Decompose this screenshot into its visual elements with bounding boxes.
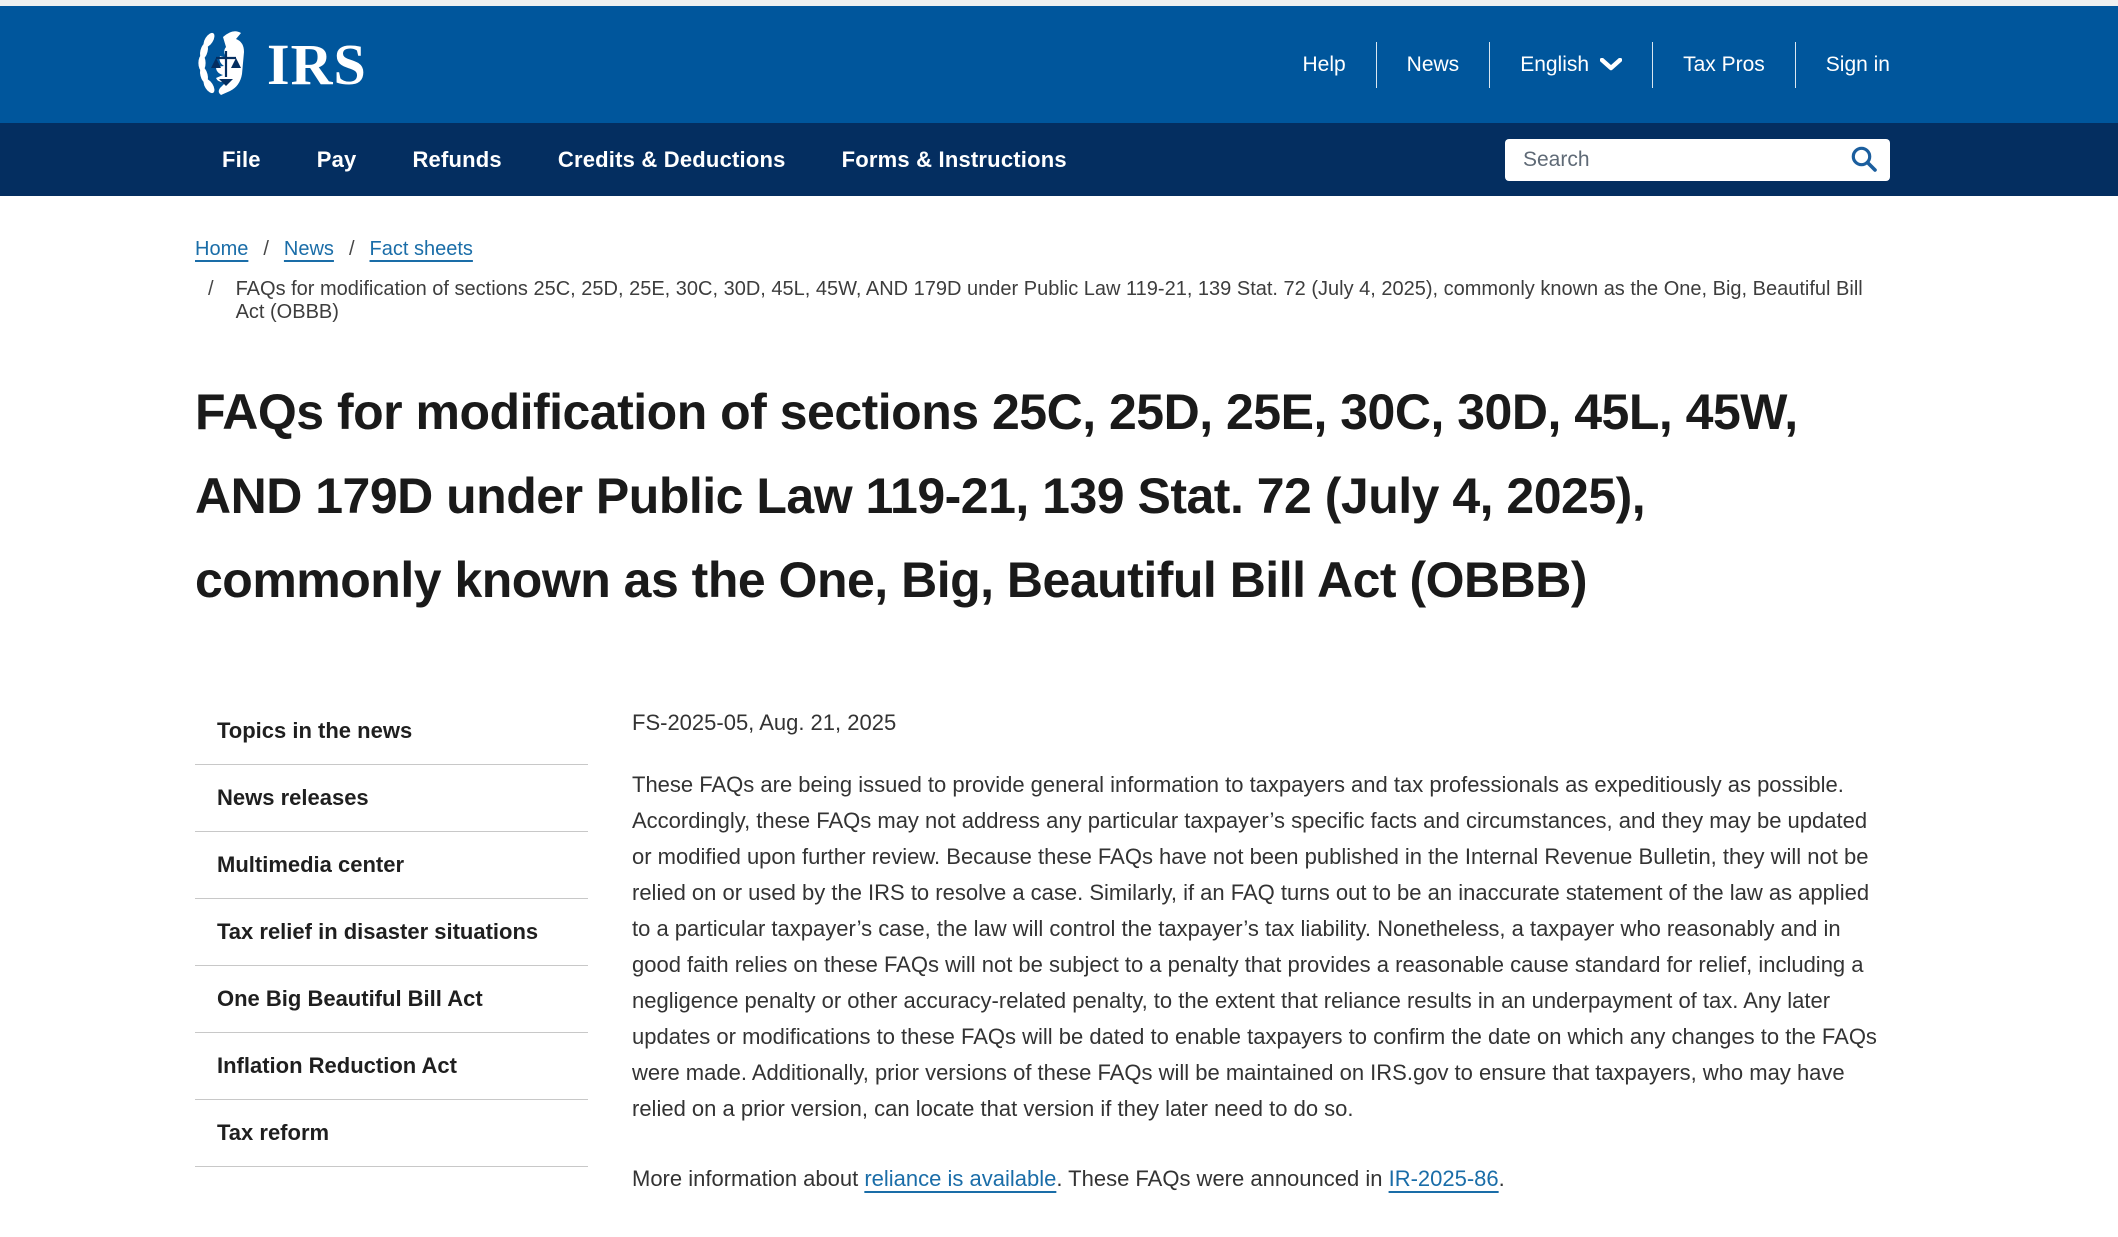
announcement-link[interactable]: IR-2025-86 bbox=[1388, 1166, 1499, 1191]
site-banner bbox=[0, 6, 2118, 123]
search-input[interactable] bbox=[1505, 139, 1890, 181]
breadcrumb-news-link[interactable]: News bbox=[283, 238, 334, 260]
document-id-date: FS-2025-05, Aug. 21, 2025 bbox=[632, 710, 897, 735]
article-paragraph: These FAQs are being issued to provide general information to taxpayers and tax professionals as expeditiously as possible. Accordingly, these FAQs may not address any particular taxpayer’s specific facts and circumstances, and they may be updated or modified upon further review. Because these FAQs have not been published in the Internal Revenue Bulletin, they will not be relied on or used by the IRS to resolve a case. Similarly, if an FAQ turns out to be an inaccurate statement of the law as applied to a particular taxpayer’s case, the law will control the taxpayer’s tax liability. Nonetheless, a taxpayer who reasonably and in good faith relies on these FAQs will not be subject to a penalty that provides a reasonable cause standard for relief, including a negligence penalty or other accuracy-related penalty, to the extent that reliance results in an underpayment of tax. Any later updates or modifications to these FAQs will be dated to enable taxpayers to confirm the date on which any changes to the FAQs were made. Additionally, prior versions of these FAQs will be maintained on IRS.gov to ensure that taxpayers, who may have relied on a prior version, can locate that version if they later need to do so. bbox=[632, 772, 1877, 1121]
primary-nav bbox=[0, 123, 2118, 196]
chevron-down-icon[interactable] bbox=[1600, 53, 1622, 77]
topics-sidebar bbox=[195, 698, 588, 1167]
nav-item-forms-instructions[interactable]: Forms & Instructions bbox=[841, 146, 1067, 172]
sidebar-item bbox=[195, 1100, 588, 1167]
irs-wordmark: IRS bbox=[267, 31, 367, 97]
sidebar-item bbox=[195, 1033, 588, 1100]
search-box bbox=[1505, 139, 1890, 181]
breadcrumb-separator: / bbox=[348, 238, 355, 260]
breadcrumb-current-page: FAQs for modification of sections 25C, 25D, 25E, 30C, 30D, 45L, 45W, AND 179D under Public Law 119-21, 139 Stat. 72 (July 4, 2025), commonly known as the One, Big, Beautiful Bill Act (OBBB) bbox=[235, 278, 1863, 323]
nav-item-pay[interactable]: Pay bbox=[316, 146, 357, 172]
sidebar-item bbox=[195, 698, 588, 765]
search-icon bbox=[1850, 161, 1878, 176]
breadcrumb-home-link[interactable]: Home bbox=[195, 238, 249, 260]
fact-sheet-article bbox=[632, 698, 1890, 1197]
more-info-line: More information about reliance is available. These FAQs were announced in IR-2025-86. bbox=[632, 1166, 1505, 1191]
breadcrumb-fact-sheets-link[interactable]: Fact sheets bbox=[369, 238, 473, 260]
breadcrumb-separator: / bbox=[263, 238, 269, 260]
sidebar-item bbox=[195, 765, 588, 832]
sidebar-item-inflation-reduction-act[interactable]: Inflation Reduction Act bbox=[217, 1053, 457, 1078]
main-content bbox=[0, 238, 2118, 1197]
sidebar-item bbox=[195, 966, 588, 1033]
irs-home-logo-link[interactable] bbox=[195, 27, 367, 102]
breadcrumb bbox=[195, 238, 1890, 324]
nav-item-file[interactable]: File bbox=[222, 146, 261, 172]
sidebar-item-tax-relief-disaster[interactable]: Tax relief in disaster situations bbox=[217, 919, 539, 944]
nav-item-refunds[interactable]: Refunds bbox=[412, 146, 502, 172]
sidebar-item bbox=[195, 899, 588, 966]
utility-nav bbox=[1272, 42, 1890, 88]
sidebar-item-news-releases[interactable]: News releases bbox=[217, 785, 369, 810]
sidebar-item-one-big-beautiful-bill-act[interactable]: One Big Beautiful Bill Act bbox=[217, 986, 483, 1011]
irs-eagle-logo-icon bbox=[195, 27, 259, 102]
sidebar-item-tax-reform[interactable]: Tax reform bbox=[217, 1120, 330, 1145]
news-link[interactable]: News bbox=[1406, 52, 1460, 76]
sidebar-item bbox=[195, 832, 588, 899]
breadcrumb-separator: / bbox=[208, 278, 214, 300]
search-button[interactable] bbox=[1848, 145, 1880, 175]
sidebar-item-topics-in-the-news[interactable]: Topics in the news bbox=[217, 718, 413, 743]
tax-pros-link[interactable]: Tax Pros bbox=[1683, 52, 1765, 76]
sign-in-link[interactable]: Sign in bbox=[1825, 52, 1890, 76]
language-dropdown[interactable]: English bbox=[1520, 53, 1622, 77]
reliance-link[interactable]: reliance is available bbox=[864, 1166, 1057, 1191]
nav-item-credits-deductions[interactable]: Credits & Deductions bbox=[557, 146, 786, 172]
sidebar-item-multimedia-center[interactable]: Multimedia center bbox=[217, 852, 405, 877]
help-link[interactable]: Help bbox=[1302, 52, 1346, 76]
page-title: FAQs for modification of sections 25C, 25D, 25E, 30C, 30D, 45L, 45W, AND 179D under Public Law 119-21, 139 Stat. 72 (July 4, 2025), commonly known as the One, Big, Beautiful Bill Act (OBBB) bbox=[195, 384, 1798, 608]
